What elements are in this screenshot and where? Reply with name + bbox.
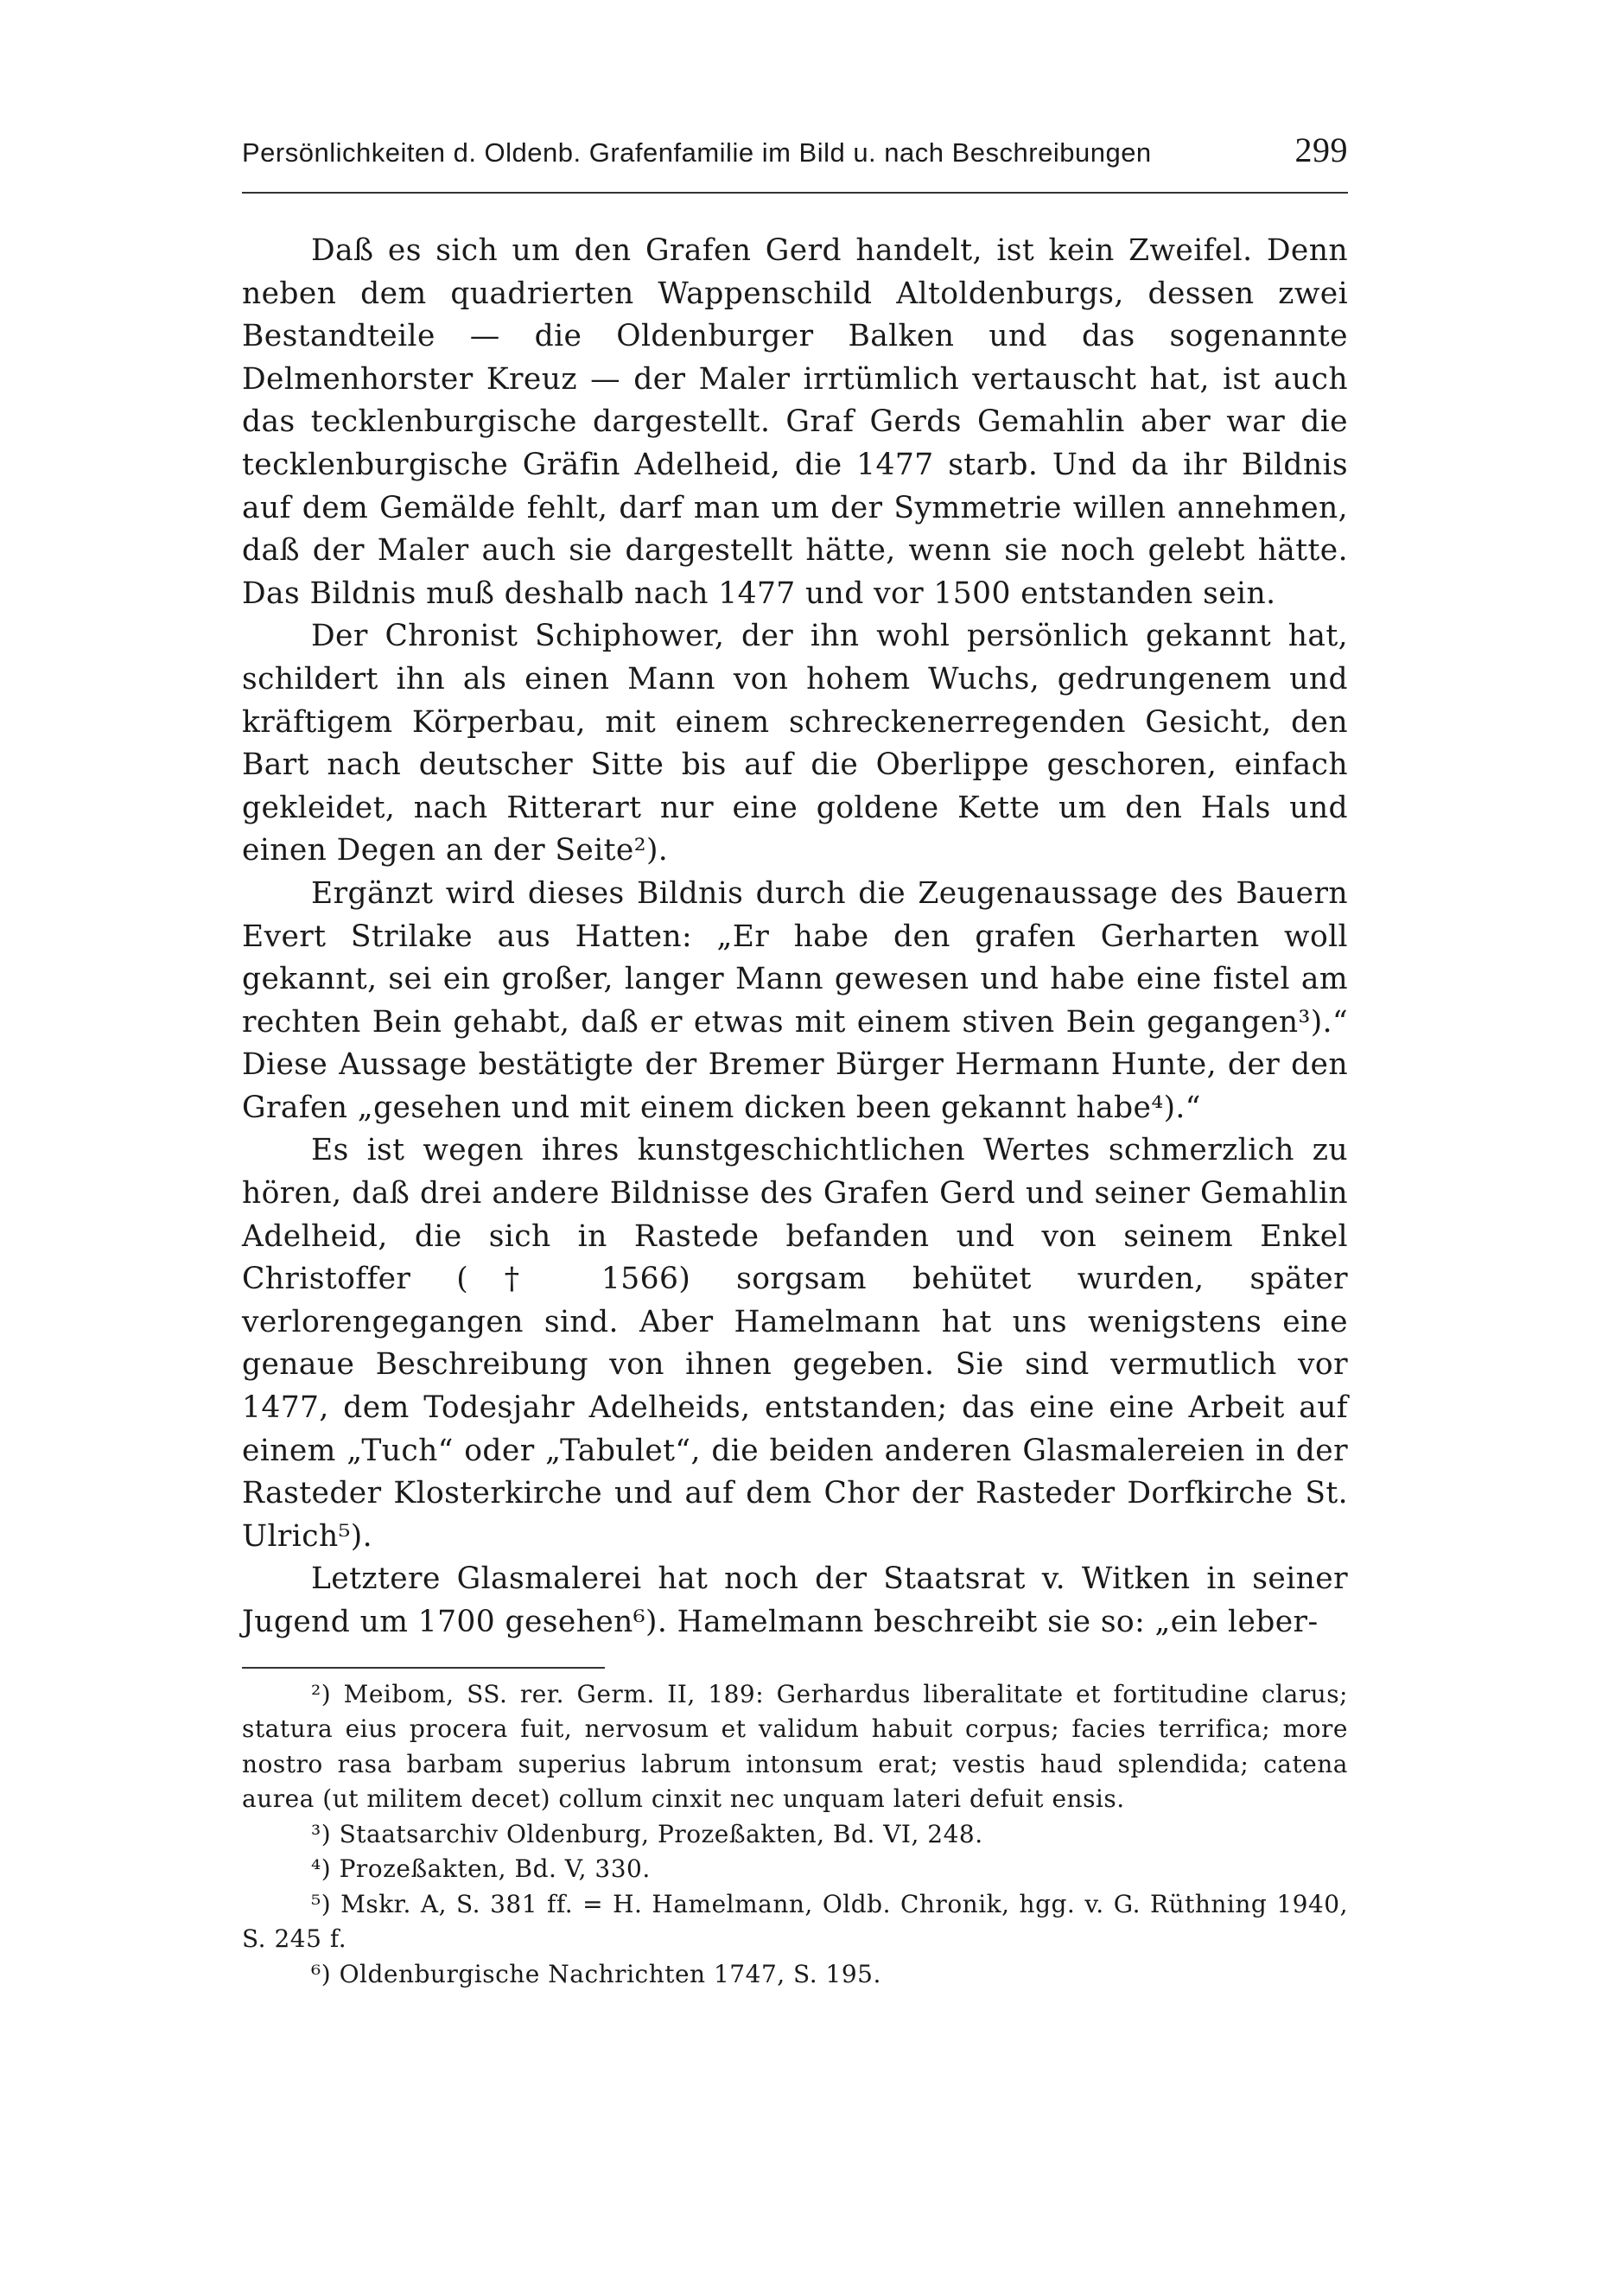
paragraph-5: Letztere Glasmalerei hat noch der Staatsrat v. Witken in seiner Jugend um 1700 gesehen⁶). Hamelmann beschreibt sie so: „ein leber-: [242, 1561, 1348, 1639]
page-number: 299: [1294, 130, 1348, 169]
footnote-mark: ⁵): [311, 1889, 332, 1918]
footnote-mark: ⁴): [311, 1854, 332, 1884]
footnote-mark: ²): [311, 1679, 332, 1708]
footnote-rule: [242, 1667, 605, 1669]
running-head: [242, 130, 1348, 181]
footnote-mark: ³): [311, 1819, 332, 1848]
footnote-6: [242, 1957, 1348, 1993]
footnote-text: Staatsarchiv Oldenburg, Prozeßakten, Bd. VI, 248.: [339, 1819, 983, 1848]
footnotes: [242, 1677, 1348, 1993]
footnote-4: [242, 1852, 1348, 1887]
footnote-3: [242, 1817, 1348, 1853]
body-text: [242, 230, 1348, 1644]
footnote-text: Oldenburgische Nachrichten 1747, S. 195.: [339, 1959, 881, 1988]
footnote-text: Meibom, SS. rer. Germ. II, 189: Gerhardus liberalitate et fortitudine clarus; statura eius procera fuit, nervosum et validum habuit corpus; facies terrifica; more nostro rasa barbam superius labrum intonsum erat; vestis haud splendida; catena aurea (ut militem decet) collum cinxit nec unquam lateri defuit ensis.: [242, 1679, 1348, 1814]
book-page: [242, 130, 1348, 1992]
paragraph-2: Der Chronist Schiphower, der ihn wohl persönlich gekannt hat, schildert ihn als einen Mann von hohem Wuchs, gedrungenem und kräftigem Körperbau, mit einem schreckenerregenden Gesicht, den Bart nach deutscher Sitte bis auf die Oberlippe geschoren, einfach gekleidet, nach Ritterart nur eine goldene Kette um den Hals und einen Degen an der Seite²).: [242, 619, 1348, 868]
footnote-text: Prozeßakten, Bd. V, 330.: [339, 1854, 651, 1884]
footnote-mark: ⁶): [311, 1959, 332, 1988]
footnote-text: Mskr. A, S. 381 ff. = H. Hamelmann, Oldb. Chronik, hgg. v. G. Rüthning 1940, S. 245 f.: [242, 1889, 1348, 1954]
paragraph-1: Daß es sich um den Grafen Gerd handelt, ist kein Zweifel. Denn neben dem quadrierten Wappenschild Altoldenburgs, dessen zwei Bestandteile — die Oldenburger Balken und das sogenannte Delmenhorster Kreuz — der Maler irrtümlich vertauscht hat, ist auch das tecklenburgische dargestellt. Graf Gerds Gemahlin aber war die tecklenburgische Gräfin Adelheid, die 1477 starb. Und da ihr Bildnis auf dem Gemälde fehlt, darf man um der Symmetrie willen annehmen, daß der Maler auch sie dargestellt hätte, wenn sie noch gelebt hätte. Das Bildnis muß deshalb nach 1477 und vor 1500 entstanden sein.: [242, 233, 1348, 611]
paragraph-4: Es ist wegen ihres kunstgeschichtlichen Wertes schmerzlich zu hören, daß drei andere Bildnisse des Grafen Gerd und seiner Gemahlin Adelheid, die sich in Rastede befanden und von seinem Enkel Christoffer († 1566) sorgsam behütet wurden, später verlorengegangen sind. Aber Hamelmann hat uns wenigstens eine genaue Beschreibung von ihnen gegeben. Sie sind vermutlich vor 1477, dem Todesjahr Adelheids, entstanden; das eine eine Arbeit auf einem „Tuch“ oder „Tabulet“, die beiden anderen Glasmalereien in der Rasteder Klosterkirche und auf dem Chor der Rasteder Dorfkirche St. Ulrich⁵).: [242, 1133, 1348, 1554]
paragraph-3: Ergänzt wird dieses Bildnis durch die Zeugenaussage des Bauern Evert Strilake aus Hatten: „Er habe den grafen Gerharten woll gekannt, sei ein großer, langer Mann gewesen und habe eine fistel am rechten Bein gehabt, daß er etwas mit einem stiven Bein gegangen³).“ Diese Aussage bestätigte der Bremer Bürger Hermann Hunte, der den Grafen „gesehen und mit einem dicken been gekannt habe⁴).“: [242, 875, 1348, 1125]
running-title: Persönlichkeiten d. Oldenb. Grafenfamilie im Bild u. nach Beschreibungen: [242, 137, 1152, 168]
footnote-2: [242, 1677, 1348, 1817]
footnote-5: [242, 1887, 1348, 1957]
header-rule: [242, 192, 1348, 194]
